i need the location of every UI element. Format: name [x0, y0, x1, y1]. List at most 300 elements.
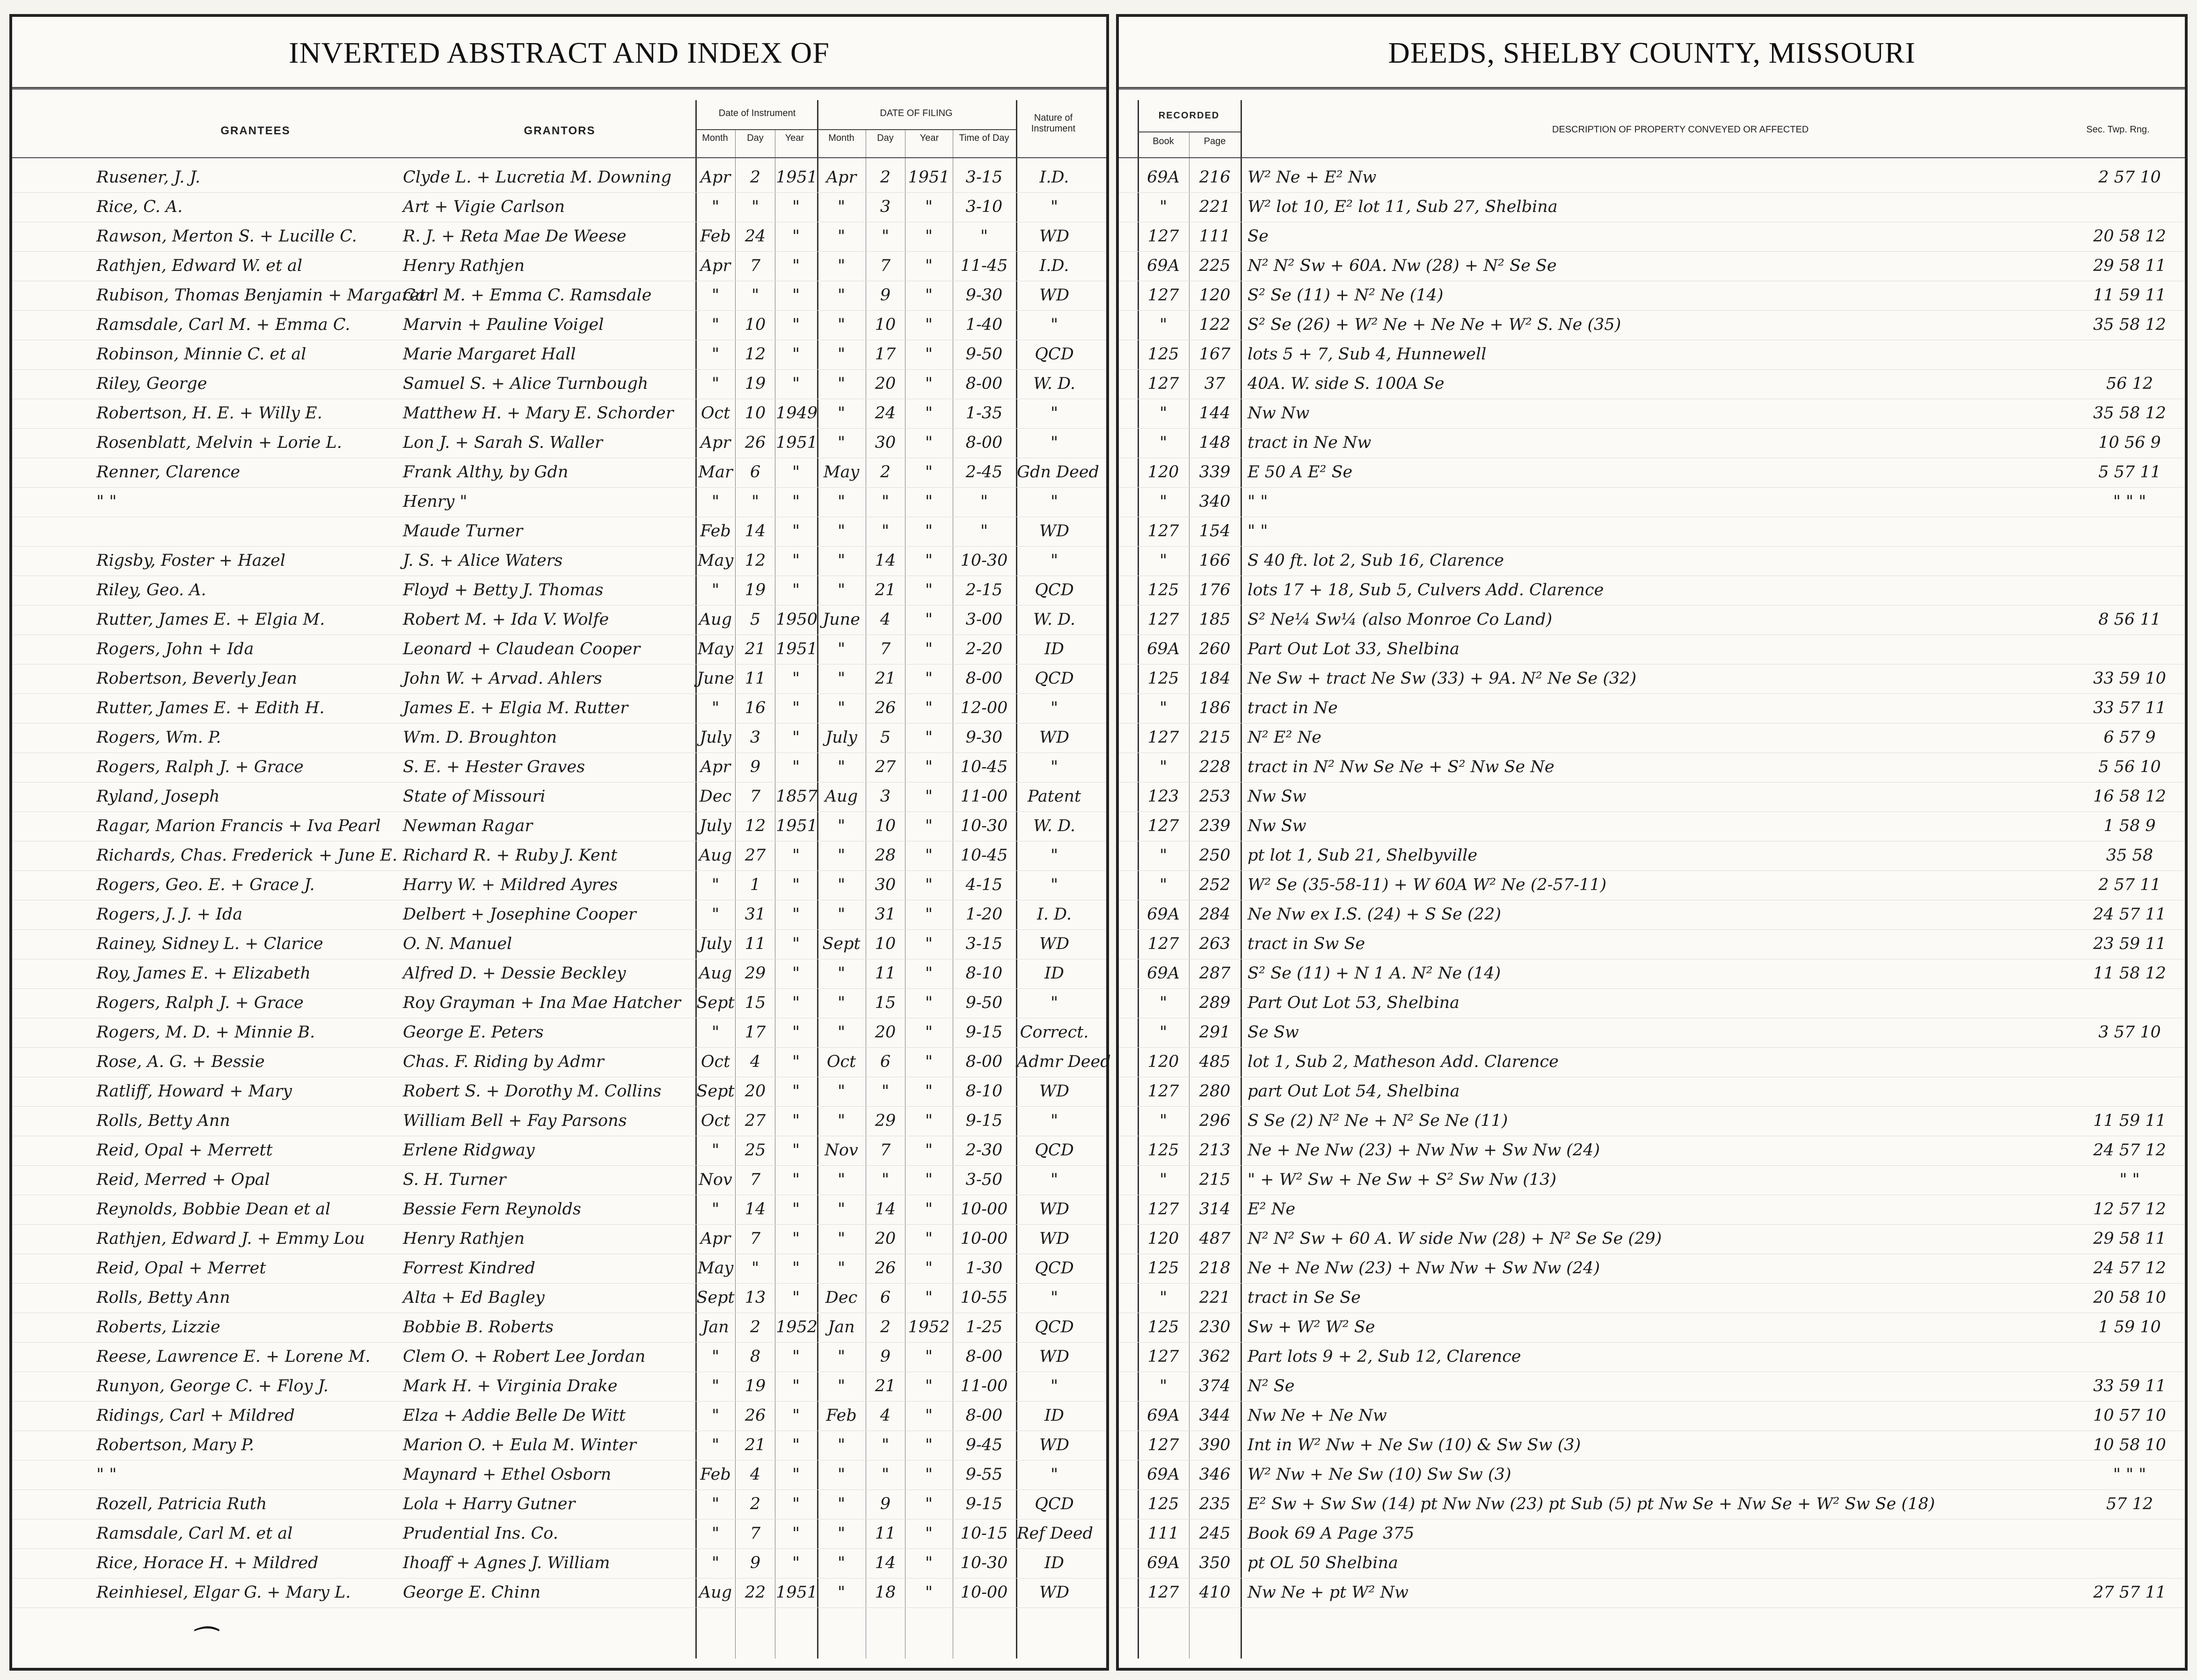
filing-month-cell: "	[837, 1436, 846, 1454]
nature-cell: I.D.	[1039, 168, 1069, 187]
table-row	[12, 781, 1106, 812]
nature-cell: WD	[1039, 935, 1070, 953]
sec-twp-rng-cell: 24 57 12	[2093, 1259, 2166, 1278]
grantor-cell: Erlene Ridgway	[403, 1141, 535, 1160]
grantee-cell: Ramsdale, Carl M. et al	[96, 1524, 293, 1543]
filing-month-cell: "	[837, 551, 846, 570]
filing-month-cell: "	[837, 758, 846, 776]
grantee-cell: Reid, Opal + Merret	[96, 1259, 266, 1278]
filing-month-cell: "	[837, 256, 846, 275]
filing-year-cell: "	[925, 1200, 933, 1219]
description-cell: " "	[1248, 492, 1268, 511]
instrument-day-cell: 19	[744, 581, 766, 599]
sec-twp-rng-cell	[2073, 339, 2186, 370]
sec-twp-rng-cell: " " "	[2113, 492, 2146, 511]
filing-month-cell: "	[837, 964, 846, 983]
filing-day-cell: 3	[880, 787, 891, 806]
sec-twp-rng-cell: 10 58 10	[2093, 1436, 2166, 1454]
instrument-year-cell: "	[792, 728, 800, 747]
nature-cell: Gdn Deed	[1017, 463, 1099, 482]
page-cell: 485	[1199, 1052, 1231, 1071]
table-row	[1119, 457, 2185, 488]
sec-twp-rng-cell	[2073, 1518, 2186, 1549]
filing-day-cell: 10	[875, 817, 896, 835]
grantee-cell: Rusener, J. J.	[96, 168, 200, 187]
filing-month-cell: "	[837, 993, 846, 1012]
instrument-month-cell: "	[711, 315, 720, 334]
table-row	[1119, 811, 2185, 841]
table-row	[1119, 545, 2185, 576]
sec-twp-rng-cell: 5 56 10	[2098, 758, 2161, 776]
filing-year-cell: "	[925, 787, 933, 806]
time-of-day-cell: 9-45	[965, 1436, 1003, 1454]
page-cell: 280	[1199, 1082, 1231, 1101]
filing-month-cell: "	[837, 1583, 846, 1602]
time-of-day-cell: 11-00	[960, 787, 1008, 806]
instrument-month-cell: July	[700, 728, 731, 747]
instrument-year-cell: "	[792, 699, 800, 717]
description-cell: Nw Sw	[1248, 787, 1307, 806]
time-of-day-cell: 10-15	[960, 1524, 1008, 1543]
table-row	[1119, 604, 2185, 635]
sec-twp-rng-cell: 20 58 10	[2093, 1288, 2166, 1307]
time-of-day-cell: 1-30	[965, 1259, 1003, 1278]
page-cell: 184	[1199, 669, 1231, 688]
table-row	[12, 899, 1106, 930]
description-cell: N² Se	[1248, 1377, 1295, 1395]
instrument-year-cell: "	[792, 286, 800, 305]
grantor-cell: Lon J. + Sarah S. Waller	[403, 433, 603, 452]
instrument-year-cell: "	[792, 669, 800, 688]
book-cell: 69A	[1147, 905, 1180, 924]
book-cell: 69A	[1147, 1554, 1180, 1572]
grantee-cell: Rogers, John + Ida	[96, 640, 254, 658]
table-row	[1119, 1076, 2185, 1107]
grantee-cell: Ramsdale, Carl M. + Emma C.	[96, 315, 350, 334]
filing-year-cell: "	[925, 522, 933, 541]
nature-cell: WD	[1039, 1347, 1070, 1366]
book-cell: "	[1159, 1377, 1168, 1395]
instrument-month-cell: Apr	[700, 1229, 731, 1248]
table-row	[12, 1548, 1106, 1578]
nature-cell: "	[1050, 846, 1058, 865]
filing-month-cell: "	[837, 1495, 846, 1513]
nature-cell: WD	[1039, 1082, 1070, 1101]
nature-cell: "	[1050, 197, 1058, 216]
instrument-day-cell: 21	[744, 1436, 766, 1454]
filing-year-cell: "	[925, 964, 933, 983]
book-cell: 127	[1147, 1082, 1179, 1101]
instrument-year-cell: "	[792, 876, 800, 894]
filing-year-cell: 1951	[908, 168, 950, 187]
instrument-year-cell: "	[792, 1111, 800, 1130]
instrument-day-cell: 5	[750, 610, 761, 629]
instrument-day-cell: 10	[744, 315, 766, 334]
sec-twp-rng-cell: 35 58	[2106, 846, 2153, 865]
filing-month-cell: "	[837, 699, 846, 717]
table-row	[1119, 1223, 2185, 1254]
page-cell: 221	[1199, 197, 1231, 216]
nature-cell: WD	[1039, 522, 1070, 541]
time-of-day-cell: 9-50	[965, 345, 1003, 364]
instrument-month-cell: "	[711, 492, 720, 511]
table-row	[1119, 1282, 2185, 1313]
book-cell: "	[1159, 876, 1168, 894]
filing-month-cell: "	[837, 1170, 846, 1189]
instrument-month-cell: "	[711, 1436, 720, 1454]
table-row	[12, 1341, 1106, 1372]
instrument-day-cell: 14	[744, 522, 766, 541]
instrument-month-cell: Aug	[699, 610, 732, 629]
grantor-cell: Frank Althy, by Gdn	[403, 463, 569, 482]
header-file-month: Month	[828, 133, 854, 143]
filing-day-cell: 17	[875, 345, 896, 364]
instrument-day-cell: 25	[744, 1141, 766, 1160]
table-row	[12, 221, 1106, 252]
instrument-day-cell: 21	[744, 640, 766, 658]
left-page-title: INVERTED ABSTRACT AND INDEX OF	[289, 36, 830, 69]
filing-day-cell: "	[881, 492, 890, 511]
filing-year-cell: "	[925, 1406, 933, 1425]
instrument-month-cell: July	[700, 935, 731, 953]
instrument-month-cell: Dec	[699, 787, 732, 806]
instrument-month-cell: "	[711, 1524, 720, 1543]
instrument-day-cell: 11	[744, 935, 766, 953]
table-row	[12, 575, 1106, 606]
instrument-month-cell: "	[711, 1200, 720, 1219]
filing-year-cell: "	[925, 905, 933, 924]
time-of-day-cell: 8-00	[965, 669, 1003, 688]
instrument-year-cell: "	[792, 1406, 800, 1425]
instrument-year-cell: 1951	[776, 168, 818, 187]
filing-day-cell: 27	[875, 758, 896, 776]
sec-twp-rng-cell: 20 58 12	[2093, 227, 2166, 246]
instrument-day-cell: 22	[744, 1583, 766, 1602]
filing-month-cell: "	[837, 669, 846, 688]
table-row	[1119, 1430, 2185, 1461]
instrument-year-cell: "	[792, 227, 800, 246]
nature-cell: ID	[1044, 1406, 1064, 1425]
page-cell: 215	[1199, 728, 1231, 747]
table-row	[12, 1518, 1106, 1549]
filing-year-cell: "	[925, 463, 933, 482]
instrument-year-cell: "	[792, 1465, 800, 1484]
table-row	[12, 1223, 1106, 1254]
table-row	[1119, 1017, 2185, 1048]
page-cell: 186	[1199, 699, 1231, 717]
instrument-day-cell: 9	[750, 758, 761, 776]
instrument-month-cell: Nov	[699, 1170, 732, 1189]
grantor-cell: Matthew H. + Mary E. Schorder	[403, 404, 674, 423]
nature-cell: W. D.	[1033, 374, 1076, 393]
page-cell: 245	[1199, 1524, 1231, 1543]
table-row	[12, 486, 1106, 517]
nature-cell: QCD	[1035, 581, 1074, 599]
instrument-year-cell: "	[792, 935, 800, 953]
instrument-day-cell: 2	[750, 1495, 761, 1513]
header-description: DESCRIPTION OF PROPERTY CONVEYED OR AFFECTED	[1552, 124, 1809, 135]
sec-twp-rng-cell: " " "	[2113, 1465, 2146, 1484]
instrument-month-cell: July	[700, 817, 731, 835]
table-row	[12, 722, 1106, 753]
filing-year-cell: "	[925, 197, 933, 216]
description-cell: Part Out Lot 53, Shelbina	[1248, 993, 1460, 1012]
instrument-month-cell: Jan	[702, 1318, 729, 1337]
nature-cell: W. D.	[1033, 610, 1076, 629]
instrument-year-cell: "	[792, 1436, 800, 1454]
grantor-cell: R. J. + Reta Mae De Weese	[403, 227, 627, 246]
table-row	[1119, 928, 2185, 959]
instrument-month-cell: Sept	[696, 1288, 735, 1307]
filing-year-cell: "	[925, 1377, 933, 1395]
time-of-day-cell: 8-00	[965, 374, 1003, 393]
page-cell: 410	[1199, 1583, 1231, 1602]
description-cell: tract in N² Nw Se Ne + S² Nw Se Ne	[1248, 758, 1555, 776]
instrument-year-cell: "	[792, 1052, 800, 1071]
grantee-cell	[96, 516, 377, 547]
instrument-month-cell: May	[697, 640, 734, 658]
header-inst-day: Day	[747, 133, 764, 143]
instrument-year-cell: "	[792, 581, 800, 599]
sec-twp-rng-cell: 16 58 12	[2093, 787, 2166, 806]
filing-year-cell: "	[925, 1554, 933, 1572]
book-cell: 127	[1147, 286, 1179, 305]
table-row	[12, 368, 1106, 399]
instrument-day-cell: 12	[744, 345, 766, 364]
time-of-day-cell: 12-00	[960, 699, 1008, 717]
filing-year-cell: "	[925, 993, 933, 1012]
table-row	[1119, 1548, 2185, 1578]
instrument-month-cell: "	[711, 197, 720, 216]
book-cell: 127	[1147, 1436, 1179, 1454]
page-cell: 111	[1199, 227, 1231, 246]
instrument-year-cell: "	[792, 1229, 800, 1248]
table-row	[1119, 958, 2185, 989]
filing-month-cell: Nov	[825, 1141, 858, 1160]
instrument-day-cell: 20	[744, 1082, 766, 1101]
instrument-day-cell: 10	[744, 404, 766, 423]
filing-year-cell: "	[925, 551, 933, 570]
table-row	[12, 1459, 1106, 1490]
grantor-cell: Maude Turner	[403, 522, 523, 541]
grantor-cell: Marion O. + Eula M. Winter	[403, 1436, 636, 1454]
instrument-month-cell: "	[711, 905, 720, 924]
table-row	[12, 693, 1106, 723]
book-cell: 127	[1147, 1200, 1179, 1219]
grantor-cell: Lola + Harry Gutner	[403, 1495, 576, 1513]
instrument-day-cell: 6	[750, 463, 761, 482]
filing-day-cell: 21	[875, 669, 896, 688]
instrument-day-cell: 2	[750, 168, 761, 187]
book-cell: 69A	[1147, 640, 1180, 658]
time-of-day-cell: 9-55	[965, 1465, 1003, 1484]
right-page-title: DEEDS, SHELBY COUNTY, MISSOURI	[1388, 36, 1916, 69]
time-of-day-cell: 10-00	[960, 1229, 1008, 1248]
instrument-month-cell: Apr	[700, 433, 731, 452]
filing-month-cell: "	[837, 315, 846, 334]
grantee-cell: Rozell, Patricia Ruth	[96, 1495, 267, 1513]
book-cell: 69A	[1147, 1465, 1180, 1484]
page-cell: 340	[1199, 492, 1231, 511]
sec-twp-rng-cell: 11 58 12	[2093, 964, 2166, 983]
table-row	[12, 958, 1106, 989]
page-cell: 176	[1199, 581, 1231, 599]
book-cell: "	[1159, 492, 1168, 511]
book-cell: 125	[1147, 1259, 1179, 1278]
grantee-cell: " "	[96, 492, 117, 511]
nature-cell: WD	[1039, 1436, 1070, 1454]
filing-day-cell: 18	[875, 1583, 896, 1602]
page-cell: 296	[1199, 1111, 1231, 1130]
book-cell: "	[1159, 846, 1168, 865]
instrument-month-cell: May	[697, 551, 734, 570]
page-cell: 144	[1199, 404, 1231, 423]
instrument-year-cell: "	[792, 551, 800, 570]
description-cell: S Se (2) N² Ne + N² Se Ne (11)	[1248, 1111, 1508, 1130]
table-row	[12, 250, 1106, 281]
grantor-cell: Bobbie B. Roberts	[403, 1318, 554, 1337]
filing-year-cell: "	[925, 492, 933, 511]
instrument-year-cell: 1951	[776, 817, 818, 835]
description-cell: Ne Nw ex I.S. (24) + S Se (22)	[1248, 905, 1501, 924]
table-row	[12, 987, 1106, 1018]
grantor-cell: Prudential Ins. Co.	[403, 1524, 558, 1543]
book-cell: 125	[1147, 581, 1179, 599]
nature-cell: "	[1050, 315, 1058, 334]
table-row	[12, 1312, 1106, 1343]
table-row	[1119, 1371, 2185, 1402]
filing-day-cell: 5	[880, 728, 891, 747]
filing-month-cell: "	[837, 1111, 846, 1130]
instrument-day-cell: 19	[744, 1377, 766, 1395]
filing-month-cell: "	[837, 374, 846, 393]
grantor-cell: Samuel S. + Alice Turnbough	[403, 374, 649, 393]
description-cell: Part Out Lot 33, Shelbina	[1248, 640, 1460, 658]
time-of-day-cell: 3-15	[965, 168, 1003, 187]
sec-twp-rng-cell: 29 58 11	[2093, 256, 2166, 275]
nature-cell: QCD	[1035, 1495, 1074, 1513]
grantor-cell: Marie Margaret Hall	[403, 345, 576, 364]
instrument-month-cell: "	[711, 1347, 720, 1366]
instrument-day-cell: 27	[744, 846, 766, 865]
time-of-day-cell: 10-00	[960, 1583, 1008, 1602]
table-row	[1119, 1253, 2185, 1284]
description-cell: lot 1, Sub 2, Matheson Add. Clarence	[1248, 1052, 1559, 1071]
description-cell: S² Se (11) + N² Ne (14)	[1248, 286, 1444, 305]
sec-twp-rng-cell: 24 57 11	[2093, 905, 2166, 924]
table-row	[12, 1400, 1106, 1431]
instrument-day-cell: 31	[744, 905, 766, 924]
filing-year-cell: "	[925, 935, 933, 953]
page-cell: 350	[1199, 1554, 1231, 1572]
grantee-cell: Rice, Horace H. + Mildred	[96, 1554, 319, 1572]
nature-cell: Patent	[1027, 787, 1081, 806]
grantor-cell: Chas. F. Riding by Admr	[403, 1052, 604, 1071]
grantee-cell: Roy, James E. + Elizabeth	[96, 964, 311, 983]
sec-twp-rng-cell: 33 59 11	[2093, 1377, 2166, 1395]
instrument-year-cell: "	[792, 1200, 800, 1219]
grantee-cell: Reid, Opal + Merrett	[96, 1141, 273, 1160]
sec-twp-rng-cell	[2073, 634, 2186, 665]
filing-month-cell: "	[837, 817, 846, 835]
time-of-day-cell: "	[980, 492, 988, 511]
grantee-cell: Rose, A. G. + Bessie	[96, 1052, 265, 1071]
table-row	[1119, 1312, 2185, 1343]
filing-day-cell: 20	[875, 374, 896, 393]
sec-twp-rng-cell	[2073, 1548, 2186, 1578]
filing-day-cell: 7	[880, 640, 891, 658]
table-row	[1119, 575, 2185, 606]
title-rule	[1119, 87, 2185, 89]
page-cell: 239	[1199, 817, 1231, 835]
description-cell: tract in Ne	[1248, 699, 1338, 717]
filing-month-cell: "	[837, 1200, 846, 1219]
page-cell: 263	[1199, 935, 1231, 953]
filing-year-cell: 1952	[908, 1318, 950, 1337]
time-of-day-cell: 2-20	[965, 640, 1003, 658]
table-row	[1119, 1400, 2185, 1431]
time-of-day-cell: 1-40	[965, 315, 1003, 334]
nature-cell: "	[1050, 1465, 1058, 1484]
instrument-month-cell: "	[711, 581, 720, 599]
table-row	[1119, 781, 2185, 812]
filing-month-cell: Sept	[822, 935, 861, 953]
book-cell: 127	[1147, 610, 1179, 629]
header-grantors: GRANTORS	[524, 124, 596, 137]
instrument-month-cell: "	[711, 699, 720, 717]
instrument-day-cell: 15	[744, 993, 766, 1012]
header-time-of-day: Time of Day	[959, 133, 1009, 143]
book-cell: 120	[1147, 1052, 1179, 1071]
grantee-cell: Reinhiesel, Elgar G. + Mary L.	[96, 1583, 351, 1602]
filing-month-cell: "	[837, 345, 846, 364]
sec-twp-rng-cell: 56 12	[2106, 374, 2153, 393]
nature-cell: "	[1050, 433, 1058, 452]
row-rule	[1119, 1607, 2185, 1608]
table-row	[1119, 398, 2185, 429]
table-row	[12, 427, 1106, 458]
instrument-year-cell: "	[792, 758, 800, 776]
filing-year-cell: "	[925, 1259, 933, 1278]
sec-twp-rng-cell: 2 57 11	[2098, 876, 2161, 894]
page-cell: 37	[1204, 374, 1226, 393]
filing-day-cell: 9	[880, 1495, 891, 1513]
page-cell: 225	[1199, 256, 1231, 275]
nature-cell: "	[1050, 1377, 1058, 1395]
time-of-day-cell: 10-30	[960, 551, 1008, 570]
grantor-cell: John W. + Arvad. Ahlers	[403, 669, 602, 688]
filing-year-cell: "	[925, 669, 933, 688]
nature-cell: WD	[1039, 1583, 1070, 1602]
instrument-day-cell: 16	[744, 699, 766, 717]
filing-month-cell: "	[837, 640, 846, 658]
description-cell: Nw Ne + pt W² Nw	[1248, 1583, 1409, 1602]
header-file-day: Day	[877, 133, 894, 143]
header-grantees: GRANTEES	[220, 124, 291, 137]
sec-twp-rng-cell	[2073, 545, 2186, 576]
table-row	[12, 1135, 1106, 1166]
instrument-month-cell: Oct	[701, 1111, 730, 1130]
grantee-cell: Rosenblatt, Melvin + Lorie L.	[96, 433, 342, 452]
filing-day-cell: 21	[875, 581, 896, 599]
grantee-cell: Ridings, Carl + Mildred	[96, 1406, 295, 1425]
grantee-cell: Riley, Geo. A.	[96, 581, 206, 599]
instrument-year-cell: "	[792, 197, 800, 216]
instrument-year-cell: "	[792, 905, 800, 924]
description-cell: Sw + W² W² Se	[1248, 1318, 1375, 1337]
filing-year-cell: "	[925, 1465, 933, 1484]
header-inst-month: Month	[702, 133, 728, 143]
